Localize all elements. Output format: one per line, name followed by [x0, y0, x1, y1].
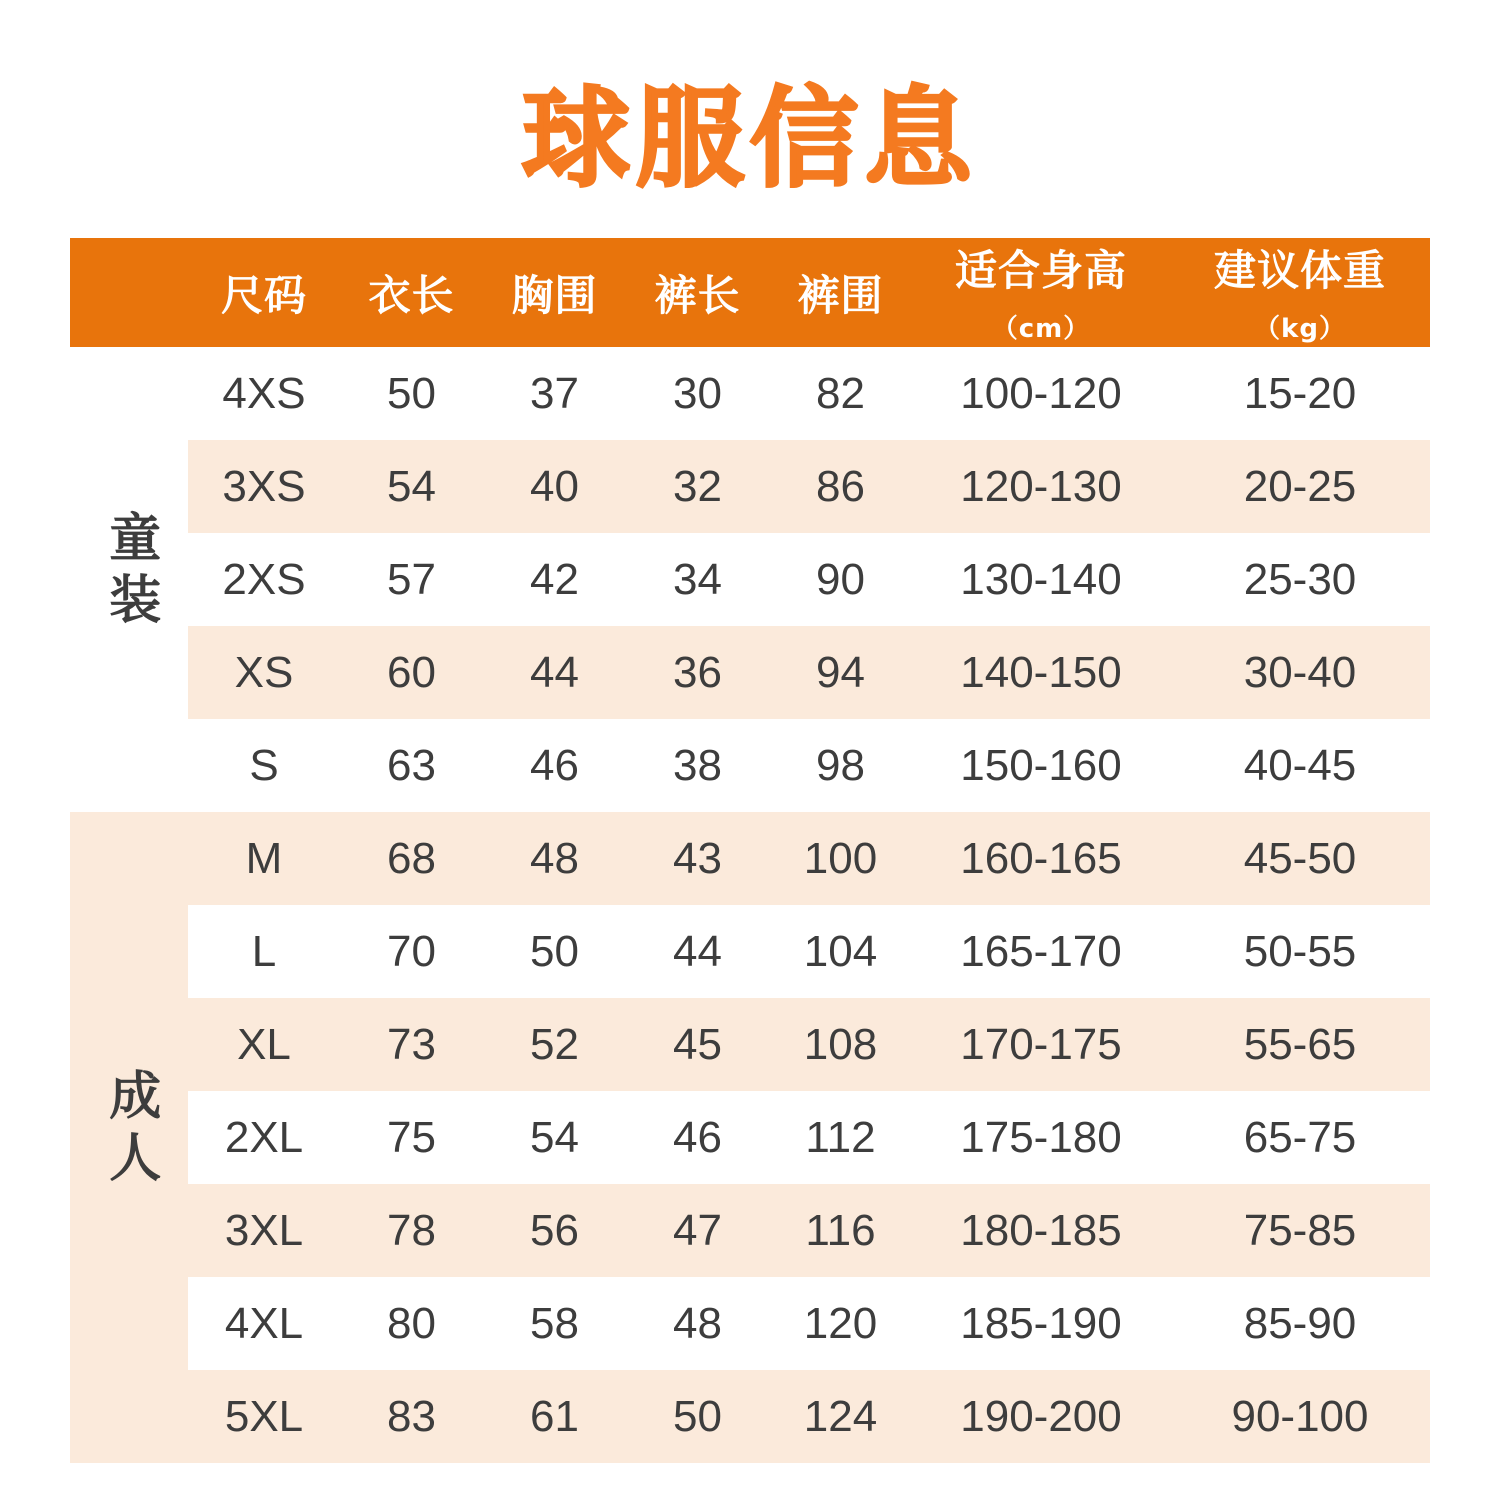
cell-weight: 50-55	[1170, 905, 1430, 998]
cell-chest: 54	[483, 1091, 626, 1184]
table-row	[70, 905, 1430, 998]
cell-pants-length: 36	[626, 626, 769, 719]
cell-length: 80	[340, 1277, 483, 1370]
cell-chest: 44	[483, 626, 626, 719]
cell-pants-length: 48	[626, 1277, 769, 1370]
cell-pants-length: 32	[626, 440, 769, 533]
column-header-height-unit: （cm）	[991, 314, 1091, 344]
cell-pants-length: 34	[626, 533, 769, 626]
cell-chest: 61	[483, 1370, 626, 1463]
cell-pants-width: 100	[769, 812, 912, 905]
cell-size: 2XS	[188, 533, 340, 626]
cell-chest: 50	[483, 905, 626, 998]
cell-height: 160-165	[912, 812, 1170, 905]
cell-height: 180-185	[912, 1184, 1170, 1277]
cell-length: 63	[340, 719, 483, 812]
table-row	[70, 1277, 1430, 1370]
cell-length: 78	[340, 1184, 483, 1277]
cell-height: 120-130	[912, 440, 1170, 533]
column-header-size: 尺码	[188, 238, 340, 347]
cell-chest: 58	[483, 1277, 626, 1370]
column-header-weight-label: 建议体重	[1213, 246, 1386, 295]
column-header-group	[70, 238, 188, 347]
cell-height: 190-200	[912, 1370, 1170, 1463]
column-header-pants-width: 裤围	[769, 238, 912, 347]
cell-pants-length: 38	[626, 719, 769, 812]
cell-size: 5XL	[188, 1370, 340, 1463]
cell-height: 150-160	[912, 719, 1170, 812]
table-row	[70, 719, 1430, 812]
table-row	[70, 1091, 1430, 1184]
group-cell-kids	[70, 347, 188, 812]
cell-height: 100-120	[912, 347, 1170, 440]
cell-pants-length: 46	[626, 1091, 769, 1184]
cell-weight: 20-25	[1170, 440, 1430, 533]
cell-pants-width: 104	[769, 905, 912, 998]
cell-pants-length: 43	[626, 812, 769, 905]
cell-size: L	[188, 905, 340, 998]
column-header-length: 衣长	[340, 238, 483, 347]
cell-size: XS	[188, 626, 340, 719]
page-title: 球服信息	[521, 77, 978, 202]
table-row	[70, 626, 1430, 719]
cell-length: 70	[340, 905, 483, 998]
cell-weight: 30-40	[1170, 626, 1430, 719]
cell-pants-width: 120	[769, 1277, 912, 1370]
cell-size: 3XS	[188, 440, 340, 533]
cell-weight: 55-65	[1170, 998, 1430, 1091]
cell-pants-width: 90	[769, 533, 912, 626]
cell-chest: 52	[483, 998, 626, 1091]
cell-weight: 75-85	[1170, 1184, 1430, 1277]
table-row	[70, 533, 1430, 626]
cell-pants-width: 112	[769, 1091, 912, 1184]
cell-length: 68	[340, 812, 483, 905]
cell-size: 3XL	[188, 1184, 340, 1277]
cell-length: 54	[340, 440, 483, 533]
group-label-kids: 童装	[99, 509, 160, 634]
cell-weight: 15-20	[1170, 347, 1430, 440]
cell-height: 130-140	[912, 533, 1170, 626]
cell-chest: 37	[483, 347, 626, 440]
cell-pants-length: 47	[626, 1184, 769, 1277]
cell-weight: 25-30	[1170, 533, 1430, 626]
cell-pants-length: 44	[626, 905, 769, 998]
table-row	[70, 440, 1430, 533]
size-table	[70, 238, 1430, 1463]
cell-height: 175-180	[912, 1091, 1170, 1184]
cell-size: 4XS	[188, 347, 340, 440]
cell-size: XL	[188, 998, 340, 1091]
table-body	[70, 347, 1430, 1463]
column-header-pants-length: 裤长	[626, 238, 769, 347]
cell-size: S	[188, 719, 340, 812]
cell-pants-width: 124	[769, 1370, 912, 1463]
cell-length: 83	[340, 1370, 483, 1463]
table-row	[70, 1370, 1430, 1463]
cell-size: 4XL	[188, 1277, 340, 1370]
cell-length: 57	[340, 533, 483, 626]
cell-chest: 46	[483, 719, 626, 812]
cell-pants-width: 116	[769, 1184, 912, 1277]
table-header	[70, 238, 1430, 347]
table-row	[70, 998, 1430, 1091]
cell-weight: 85-90	[1170, 1277, 1430, 1370]
cell-weight: 40-45	[1170, 719, 1430, 812]
cell-weight: 90-100	[1170, 1370, 1430, 1463]
cell-height: 170-175	[912, 998, 1170, 1091]
cell-size: M	[188, 812, 340, 905]
cell-pants-width: 86	[769, 440, 912, 533]
cell-length: 75	[340, 1091, 483, 1184]
cell-length: 60	[340, 626, 483, 719]
column-header-height	[912, 238, 1170, 347]
cell-height: 185-190	[912, 1277, 1170, 1370]
column-header-weight-unit: （kg）	[1254, 314, 1346, 344]
column-header-chest: 胸围	[483, 238, 626, 347]
cell-weight: 45-50	[1170, 812, 1430, 905]
cell-pants-length: 45	[626, 998, 769, 1091]
cell-chest: 48	[483, 812, 626, 905]
cell-pants-width: 94	[769, 626, 912, 719]
cell-pants-width: 82	[769, 347, 912, 440]
cell-chest: 42	[483, 533, 626, 626]
column-header-weight	[1170, 238, 1430, 347]
cell-chest: 56	[483, 1184, 626, 1277]
table-row	[70, 812, 1430, 905]
cell-length: 73	[340, 998, 483, 1091]
group-label-adult: 成人	[99, 1067, 160, 1192]
cell-height: 165-170	[912, 905, 1170, 998]
size-table-container	[70, 238, 1430, 1463]
table-row	[70, 347, 1430, 440]
group-cell-adult	[70, 812, 188, 1463]
cell-pants-width: 98	[769, 719, 912, 812]
cell-height: 140-150	[912, 626, 1170, 719]
table-header-row	[70, 238, 1430, 347]
cell-pants-length: 50	[626, 1370, 769, 1463]
column-header-height-label: 适合身高	[954, 246, 1127, 295]
cell-weight: 65-75	[1170, 1091, 1430, 1184]
cell-size: 2XL	[188, 1091, 340, 1184]
cell-pants-length: 30	[626, 347, 769, 440]
table-row	[70, 1184, 1430, 1277]
cell-chest: 40	[483, 440, 626, 533]
cell-pants-width: 108	[769, 998, 912, 1091]
cell-length: 50	[340, 347, 483, 440]
